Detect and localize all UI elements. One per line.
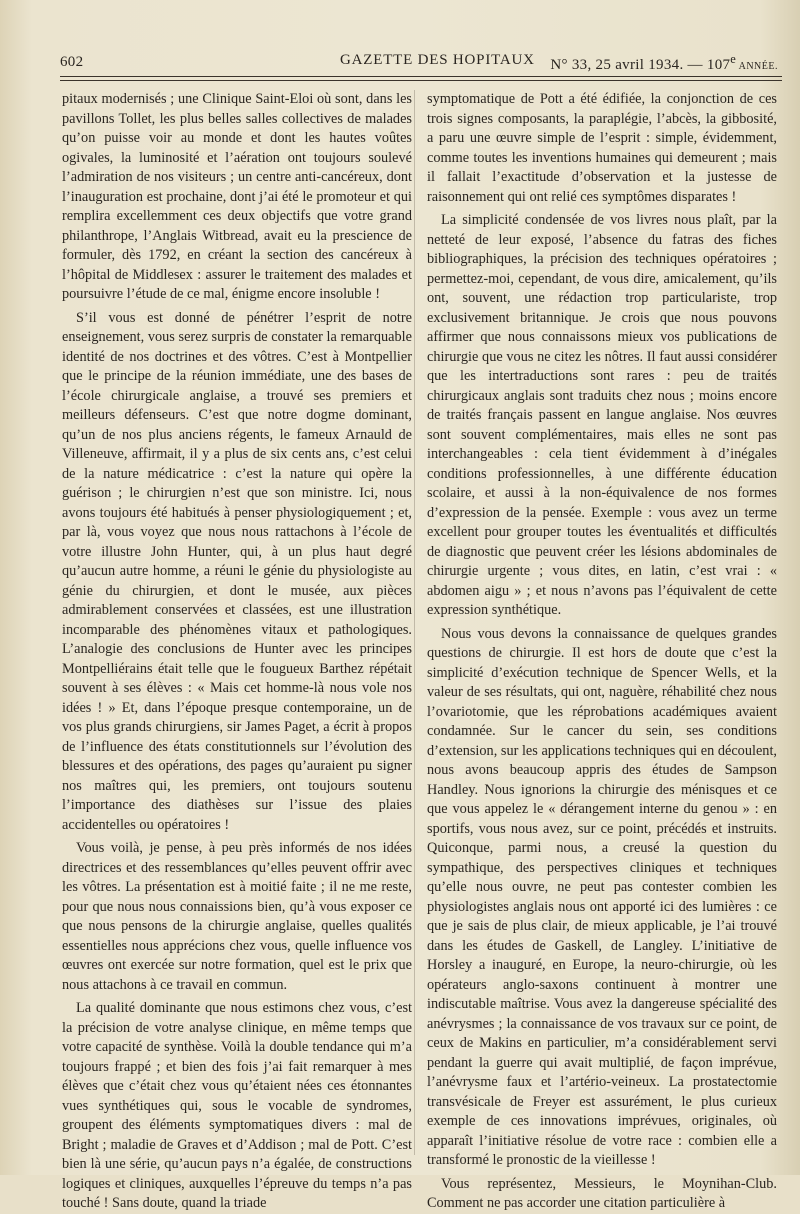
issue-year-label: ANNÉE.	[736, 61, 778, 72]
column-divider	[414, 90, 415, 1155]
paragraph: S’il vous est donné de pénétrer l’esprit de notre enseignement, vous serez surpris de constater la remarquable identité de nos doctrines et des vôtres. C’est à Montpellier que le principe de la réunion immédiate, une des bases de l’école chirurgicale anglaise, a trouvé ses premiers et meilleurs défenseurs. C’est que notre dogme dominant, qu’un de nos plus anciens régents, le fameux Arnauld de Villeneuve, affirmait, il y a plus de six cents ans, c’est celui de la nature médicatrice : c’est la nature qui opère la guérison ; le chirurgien n’est que son ministre. Ici, nous avons toujours été habitués à penser physiologiquement ; et, par là, vous voyez que nous nous rattachons à l’école de votre illustre John Hunter, qui, à un plus haut degré qu’aucun autre homme, a réuni le génie du physiologiste au génie du chirurgien, et dont le musée, aux pièces admirablement conservées et classées, est une illustration incomparable des phénomènes vitaux et pathologiques. L’analogie des conclusions de Hunter avec les principes Montpelliérains était telle que le fougueux Barthez répétait souvent à ses élèves : « Mais cet homme-là nous vole nos idées ! » Et, dans l’époque presque contemporaine, un de vos plus grands chirurgiens, sir James Paget, a écrit à propos de l’influence des états constitutionnels sur l’évolution des blessures et des opérations, des pages qu’auraient pu signer nos maîtres qui, les premiers, ont toujours soutenu l’importance des diathèses sur l’issue des plaies accidentelles ou opératoires !	[62, 309, 412, 833]
issue-superscript: e	[730, 52, 737, 66]
issue-date: N° 33, 25 avril 1934. — 107	[550, 57, 731, 73]
paragraph: Nous vous devons la connaissance de quelques grandes questions de chirurgie. Il est hors de doute que c’est la simplicité d’exécution technique de Spencer Wells, et la valeur de ses résultats, qui ont, naguère, réhabilité chez nous l’ovariotomie, que les réprobations académiques avaient condamnée. Sur le cancer du sein, ses conditions d’extension, sur les applications techniques qui en découlent, nous avons beaucoup appris des études de Sampson Handley. Nous ignorions la chirurgie des ménisques et ce que vous appelez le « dérangement interne du genou » : en sportifs, vous nous avez, sur ce point, précédés et instruits. Quiconque, parmi nous, a creusé la question du sympathique, des perspectives cliniques et techniques qu’elle nous ouvre, ne peut pas contester combien les physiologistes anglais nous ont apporté ici des lumières : ce que je sais de plus clair, de mieux applicable, je l’ai trouvé dans les études de Gaskell, de Langley. L’initiative de Horsley a inauguré, en Europe, la neuro-chirurgie, où les opérateurs anglo-saxons continuent à montrer une indiscutable maîtrise. Vous avez la dangereuse spécialité des anévrysmes ; la connaissance de vos travaux sur ce point, de ceux de Makins en particulier, m’a considérablement servi pendant la guerre qui avait multiplié, de façon imprévue, l’anévrysme faux et l’artério-veineux. La prostatectomie transvésicale de Freyer est assurément, le plus curieux exemple de ces innovations imprévues, originales, où apparaît l’initiative résolue de votre race : combien elle a transformé le pronostic de la vieillesse !	[427, 625, 777, 1168]
header-rule-top	[60, 76, 782, 77]
right-column	[427, 90, 777, 1214]
paragraph: La simplicité condensée de vos livres nous plaît, par la netteté de leur exposé, l’absence du fatras des fiches bibliographiques, la précision des techniques opératoires ; permettez-moi, cependant, de vous dire, amicalement, qu’ils ont, souvent, une rédaction trop particulariste, trop exclusivement britannique. Je crois que nous pouvons affirmer que nous connaissons mieux vos publications de chirurgie que vous ne citez les nôtres. Il faut aussi considérer que les intertraductions sont rares : peu de traités chirurgicaux anglais sont traduits chez nous ; moins encore de traités français passent en langue anglaise. Nos œuvres sont souvent complémentaires, mais elles ne sont pas interchangeables : cela tient évidemment à d’inégales conditions professionnelles, à une différente éducation scolaire, et aussi à la non-équivalence de nos formes d’expression de la pensée. Exemple : vous avez un terme excellent pour grouper toutes les éventualités et difficultés de diagnostic que peuvent créer les lésions abdominales de chirurgie urgente ; vous dites, en latin, c’est vrai : « abdomen aigu » ; et nous n’avons pas l’équivalent de cette expression synthétique.	[427, 212, 777, 618]
page-header	[60, 50, 780, 72]
issue-info	[550, 52, 778, 74]
left-column	[62, 90, 412, 1214]
header-rule-bottom	[60, 80, 782, 81]
journal-title: GAZETTE DES HOPITAUX	[340, 52, 535, 68]
paragraph: La qualité dominante que nous estimons chez vous, c’est la précision de votre analyse clinique, en même temps que votre capacité de synthèse. Voilà la double tendance qui m’a toujours frappé ; et bien des fois j’ai fait remarquer à mes élèves que c’était chez vous qu’étaient nées ces étonnantes vues synthétiques qui, sous le vocable de syndromes, groupent des éléments symptomatiques divers : mal de Bright ; maladie de Graves et d’Addison ; mal de Pott. C’est bien là une série, qu’aucun pays n’a égalée, de constructions logiques et cliniques, auxquelles l’épreuve du temps n’a pas touché ! Sans doute, quand la triade	[62, 1000, 412, 1211]
paragraph: pitaux modernisés ; une Clinique Saint-Eloi où sont, dans les pavillons Tollet, les plus belles salles collectives de malades qu’on puisse voir au monde et dont les hautes voûtes ogivales, la luminosité et l’aération ont toujours soulevé l’admiration de nos visiteurs ; un centre anti-cancéreux, dont l’inauguration est prochaine, dont j’ai été le promoteur et qui remplira excellemment ces deux objectifs que votre grand philanthrope, l’Anglais Witbread, avait eu la prescience de formuler, dès 1792, en créant la section des cancéreux à l’hôpital de Middlesex : assurer le traitement des malades et poursuivre l’étude de ce mal, énigme encore insoluble !	[62, 91, 412, 302]
paragraph: Vous voilà, je pense, à peu près informés de nos idées directrices et des ressemblances qu’elles peuvent offrir avec les vôtres. La présentation est à moitié faite ; il ne me reste, pour que nous nous connaissions bien, qu’à vous exposer ce que nous pensons de la chirurgie anglaise, quelles qualités essentielles nous apprécions chez vous, quelle influence vos œuvres ont exercée sur notre formation, quel est le prix que nous attachons à ce travail en commun.	[62, 840, 412, 993]
paragraph: Vous représentez, Messieurs, le Moynihan-Club. Comment ne pas accorder une citation particulière à	[427, 1175, 777, 1211]
paragraph: symptomatique de Pott a été édifiée, la conjonction de ces trois signes composants, la paraplégie, l’abcès, la gibbosité, a paru une œuvre simple de l’esprit : simple, évidemment, comme toutes les inventions humaines qui demeurent ; mais il fallait l’exactitude d’observation et la justesse de raisonnement qui ont relié ces symptômes disparates !	[427, 91, 777, 205]
page-number: 602	[60, 54, 84, 70]
